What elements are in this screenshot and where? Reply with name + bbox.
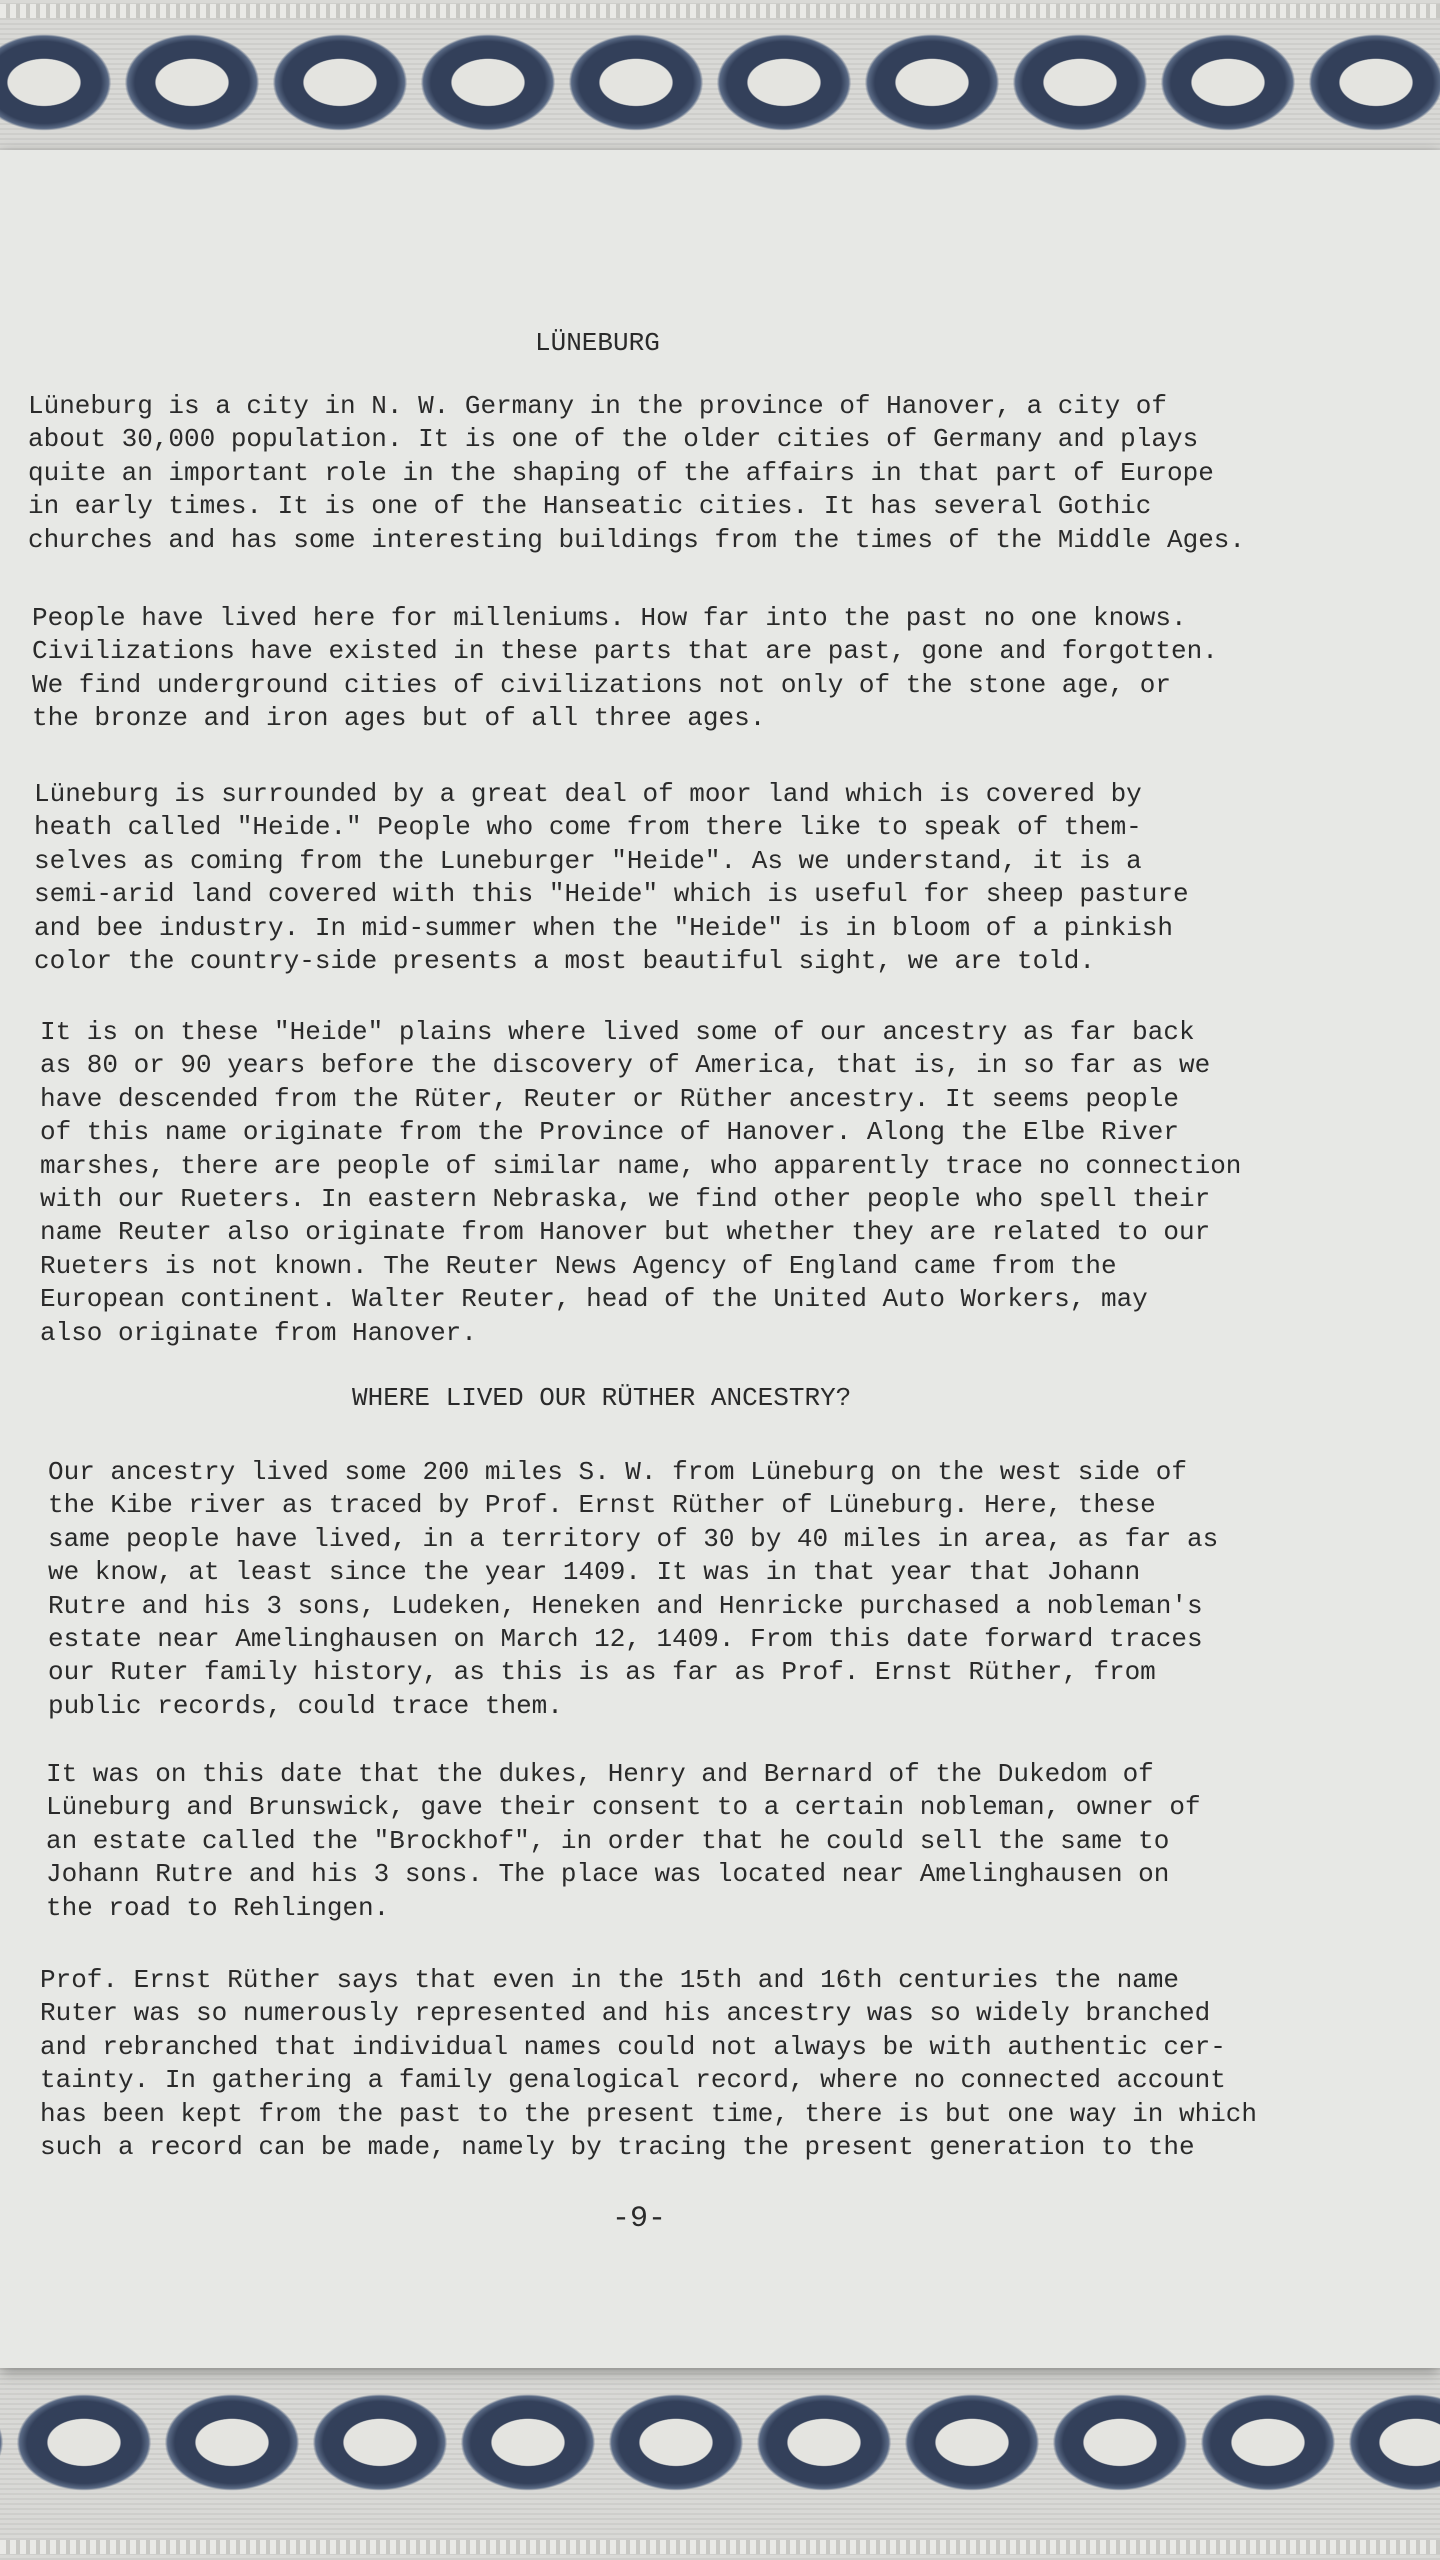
section-heading: WHERE LIVED OUR RÜTHER ANCESTRY? <box>352 1383 852 1413</box>
paragraph-line: of this name originate from the Province of Hanover. Along the Elbe River <box>40 1117 1179 1148</box>
paragraph-line: has been kept from the past to the present time, there is but one way in which <box>40 2098 1257 2129</box>
paragraph-line: have descended from the Rüter, Reuter or Rüther ancestry. It seems people <box>40 1083 1179 1114</box>
paragraph-line: churches and has some interesting buildings from the times of the Middle Ages. <box>28 524 1245 555</box>
paragraph-line: Civilizations have existed in these parts that are past, gone and forgotten. <box>32 636 1218 667</box>
paragraph-line: Prof. Ernst Rüther says that even in the 15th and 16th centuries the name <box>40 1965 1179 1995</box>
paragraph-line: in early times. It is one of the Hanseatic cities. It has several Gothic <box>28 491 1152 522</box>
paragraph-5 <box>48 1456 1218 1723</box>
paragraph-line: public records, could trace them. <box>48 1690 563 1721</box>
paragraph-line: European continent. Walter Reuter, head of the United Auto Workers, may <box>40 1284 1148 1315</box>
paragraph-line: selves as coming from the Luneburger "Heide". As we understand, it is a <box>34 845 1142 876</box>
paragraph-3 <box>34 778 1189 978</box>
paragraph-line: color the country-side presents a most beautiful sight, we are told. <box>34 946 1095 977</box>
paragraph-line: Rutre and his 3 sons, Ludeken, Heneken and Henricke purchased a nobleman's <box>48 1590 1203 1621</box>
paragraph-line: as 80 or 90 years before the discovery of America, that is, in so far as we <box>40 1050 1211 1081</box>
paragraph-line: Rueters is not known. The Reuter News Agency of England came from the <box>40 1250 1117 1281</box>
fabric-band-bottom <box>0 2360 1440 2560</box>
paragraph-line: Lüneburg is surrounded by a great deal of moor land which is covered by <box>34 779 1142 809</box>
paragraph-line: name Reuter also originate from Hanover but whether they are related to our <box>40 1217 1211 1248</box>
paragraph-line: an estate called the "Brockhof", in order that he could sell the same to <box>46 1825 1170 1856</box>
paragraph-2 <box>32 602 1218 736</box>
paragraph-1 <box>28 390 1245 557</box>
fabric-stitch-top <box>0 4 1440 18</box>
paragraph-line: Our ancestry lived some 200 miles S. W. from Lüneburg on the west side of <box>48 1457 1187 1487</box>
paragraph-line: and bee industry. In mid-summer when the "Heide" is in bloom of a pinkish <box>34 912 1173 943</box>
paragraph-line: quite an important role in the shaping of the affairs in that part of Europe <box>28 457 1214 488</box>
paragraph-line: semi-arid land covered with this "Heide" which is useful for sheep pasture <box>34 879 1189 910</box>
paragraph-line: with our Rueters. In eastern Nebraska, we find other people who spell their <box>40 1184 1211 1215</box>
paragraph-line: and rebranched that individual names could not always be with authentic cer- <box>40 2031 1226 2062</box>
page-number: -9- <box>612 2202 667 2236</box>
paragraph-6 <box>46 1758 1201 1925</box>
paragraph-line: the bronze and iron ages but of all three ages. <box>32 703 766 734</box>
document-title: LÜNEBURG <box>535 328 660 358</box>
paragraph-line: we know, at least since the year 1409. It was in that year that Johann <box>48 1557 1141 1588</box>
paragraph-line: about 30,000 population. It is one of the older cities of Germany and plays <box>28 424 1199 455</box>
paragraph-line: It is on these "Heide" plains where lived some of our ancestry as far back <box>40 1017 1195 1047</box>
paragraph-4 <box>40 1016 1241 1350</box>
paragraph-line: People have lived here for milleniums. How far into the past no one knows. <box>32 603 1187 633</box>
document-page <box>0 150 1440 2368</box>
paragraph-line: the road to Rehlingen. <box>46 1892 390 1923</box>
paragraph-line: such a record can be made, namely by tracing the present generation to the <box>40 2132 1195 2163</box>
paragraph-line: our Ruter family history, as this is as far as Prof. Ernst Rüther, from <box>48 1657 1156 1688</box>
paragraph-line: Ruter was so numerously represented and his ancestry was so widely branched <box>40 1998 1211 2029</box>
paragraph-line: Lüneburg is a city in N. W. Germany in the province of Hanover, a city of <box>28 391 1167 421</box>
paragraph-line: We find underground cities of civilizations not only of the stone age, or <box>32 669 1171 700</box>
paragraph-line: Johann Rutre and his 3 sons. The place was located near Amelinghausen on <box>46 1859 1170 1890</box>
paragraph-line: estate near Amelinghausen on March 12, 1409. From this date forward traces <box>48 1624 1203 1655</box>
paragraph-line: the Kibe river as traced by Prof. Ernst Rüther of Lüneburg. Here, these <box>48 1490 1156 1521</box>
paragraph-line: heath called "Heide." People who come from there like to speak of them- <box>34 812 1142 843</box>
fabric-stitch-bottom <box>0 2540 1440 2554</box>
paragraph-line: also originate from Hanover. <box>40 1317 477 1348</box>
paragraph-7 <box>40 1964 1257 2164</box>
paragraph-line: Lüneburg and Brunswick, gave their consent to a certain nobleman, owner of <box>46 1792 1201 1823</box>
paragraph-line: tainty. In gathering a family genalogical record, where no connected account <box>40 2065 1226 2096</box>
paragraph-line: It was on this date that the dukes, Henry and Bernard of the Dukedom of <box>46 1759 1154 1789</box>
paragraph-line: same people have lived, in a territory of 30 by 40 miles in area, as far as <box>48 1523 1219 1554</box>
paragraph-line: marshes, there are people of similar name, who apparently trace no connection <box>40 1150 1242 1181</box>
